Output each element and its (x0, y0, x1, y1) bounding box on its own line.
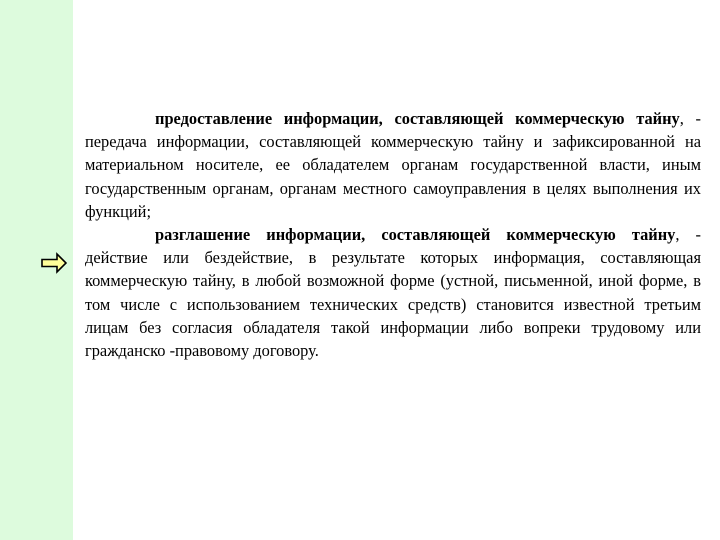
definition-provision: , - передача информации, составляющей коммерческую тайну и зафиксированной на материальном носителе, ее обладателем органам государственной власти, иным государственным органам, органам местного самоуправления в целях выполнения их функций; (85, 109, 701, 221)
arrow-right-icon (41, 251, 67, 275)
term-provision: предоставление информации, составляющей коммерческую тайну (155, 109, 680, 128)
definition-disclosure: , - действие или бездействие, в результате которых информация, составляющая коммерческую тайну, в любой возможной форме (устной, письменной, иной форме, в том числе с использованием технических средств) становится известной третьим лицам без согласия обладателя такой информации либо вопреки трудовому или гражданско -правовому договору. (85, 225, 702, 361)
term-disclosure: разглашение информации, составляющей коммерческую тайну (155, 225, 676, 245)
paragraph-provision-definition (85, 107, 701, 223)
paragraph-disclosure-definition (85, 223, 701, 362)
document-body (85, 107, 701, 362)
